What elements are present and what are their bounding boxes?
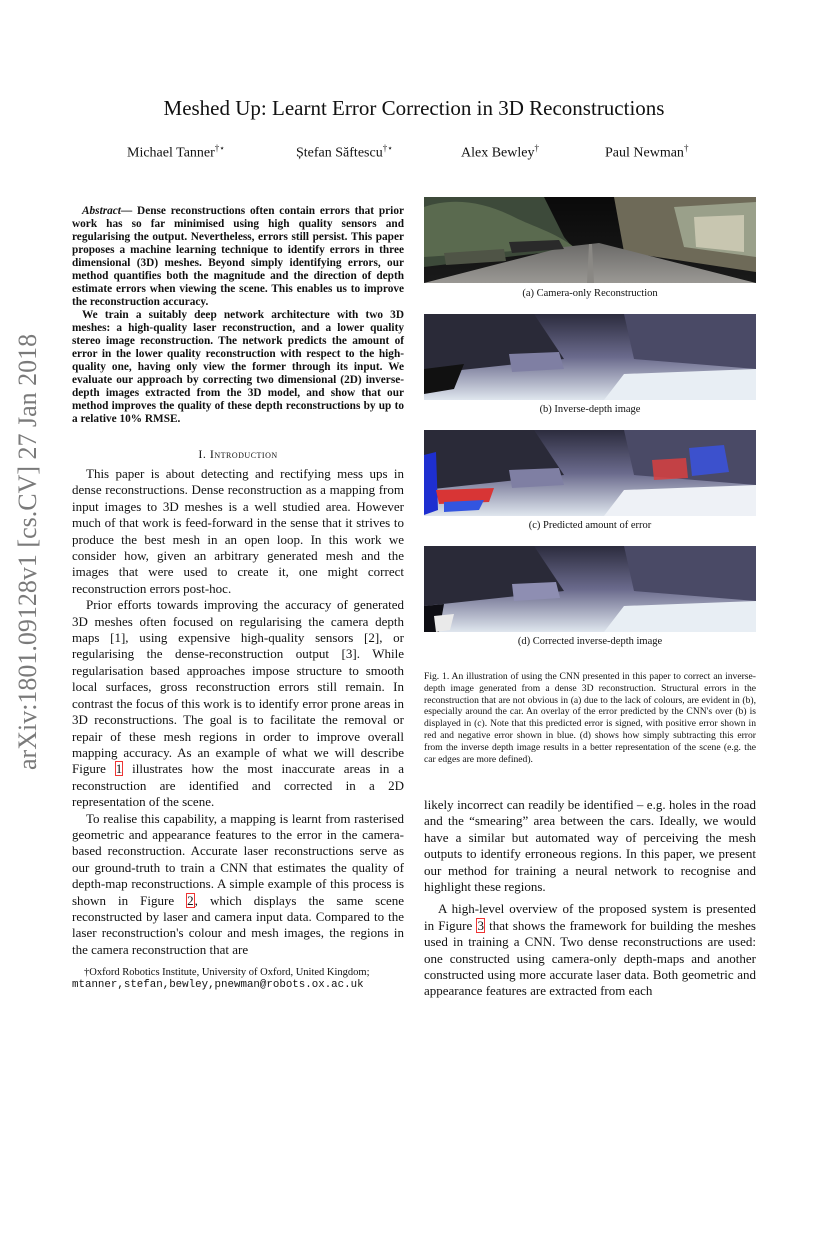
camera-reconstruction-image bbox=[424, 197, 756, 283]
subcaption-b: (b) Inverse-depth image bbox=[539, 404, 641, 415]
arxiv-stamp-wrapper bbox=[10, 333, 46, 1250]
abstract bbox=[72, 205, 404, 426]
intro-paragraph-3: To realise this capability, a mapping is learnt from rasterised geometric and appearance features to the error in the camera-based reconstruction. Accurate laser reconstructions serve as our ground-truth to train a CNN that estimates the quality of depth-map reconstructions. A simple example of this process is shown in Figure 2, which displays the same scene reconstructed by laser and camera input data. Compared to the laser reconstruction's colour and mesh images, the regions in the camera reconstruction that are bbox=[72, 810, 405, 957]
abstract-paragraph-2: We train a suitably deep network architecture with two 3D meshes: a high-quality laser reconstruction, and a lower quality stereo image reconstruction. The network predicts the amount of error in the lower quality reconstruction with respect to the high-quality one, having only view the former through its input. We evaluate our approach by correcting two dimensional (2D) inverse-depth images extracted from the 3D model, and show that our method improves the quality of these depth reconstructions by up to a relative 10% RMSE. bbox=[72, 309, 404, 425]
intro-paragraph-2: Prior efforts towards improving the accuracy of generated 3D meshes often focused on regularising the camera depth maps [1], using expensive high-quality sensors [2], or regularising the dense-reconstruction output [3]. While regularisation based approaches impose structure to smooth local surfaces, gross reconstruction errors still remain. In contrast the focus of this work is to identify error prone areas in 3D reconstructions. The goal is to facilitate the removal or repair of these mesh regions in order to improve overall mapping accuracy. As an example of what we will describe Figure 1 illustrates how the most inaccurate areas in a reconstruction are identified and corrected in a 2D representation of the scene. bbox=[72, 597, 404, 810]
subcaption-d: (d) Corrected inverse-depth image bbox=[517, 636, 663, 647]
figure-caption: Fig. 1. An illustration of using the CNN presented in this paper to correct an inverse-depth image generated from a dense 3D reconstruction. Structural errors in the reconstruction that are not obvious in (a) due to the lack of colours, are evident in (b), especially around the car. An overlay of the error predicted by the CNN's over (b) is displayed in (c). Note that this predicted error is signed, with positive error shown in red and negative error shown in blue. (d) shows how simply subtracting this error from the inverse depth image results in a better representation of the scene (e.g. the car edges are more defined). bbox=[424, 671, 756, 765]
footnote-emails: mtanner,stefan,bewley,pnewman@robots.ox.ac.uk bbox=[72, 979, 364, 991]
arxiv-identifier: arXiv:1801.09128v1 [cs.CV] 27 Jan 2018 bbox=[13, 333, 42, 770]
right-paragraph-1: likely incorrect can readily be identified – e.g. holes in the road and the “smearing” area between the cars. Ideally, we would have a similar but automated way of perceiving the mesh outputs to identify erroneous regions. In this paper, we present our method for training a neural network to recognise and highlight these regions. bbox=[424, 797, 756, 895]
figure-image-c bbox=[424, 430, 756, 516]
figure-image-b bbox=[424, 314, 756, 400]
author-1: Michael Tanner†⋆ bbox=[127, 143, 225, 161]
abstract-text-1: — Dense reconstructions often contain errors that prior work has so far minimised using high quality sensors and regularising the output. Nevertheless, errors still persist. This paper proposes a machine learning technique to identify errors in three dimensional (3D) meshes. Beyond simply identifying errors, our method quantifies both the magnitude and the direction of depth estimate errors when viewing the scene. This enables us to improve the reconstruction accuracy. bbox=[72, 205, 404, 308]
author-4: Paul Newman† bbox=[605, 143, 689, 161]
predicted-error-image bbox=[424, 430, 756, 516]
abstract-lead: Abstract bbox=[82, 205, 121, 217]
right-column-text bbox=[424, 797, 756, 1000]
figure-image-d bbox=[424, 546, 756, 632]
author-2: Ștefan Săftescu†⋆ bbox=[296, 143, 393, 161]
footnote-affiliation: †Oxford Robotics Institute, University of Oxford, United Kingdom; bbox=[84, 967, 370, 978]
figure-ref-link[interactable]: 1 bbox=[115, 761, 123, 777]
inverse-depth-image bbox=[424, 314, 756, 400]
intro-text bbox=[72, 466, 404, 958]
paper-title: Meshed Up: Learnt Error Correction in 3D Reconstructions bbox=[163, 96, 665, 120]
figure-ref-link[interactable]: 3 bbox=[477, 917, 484, 933]
section-title: Introduction bbox=[209, 447, 278, 461]
subcaption-a: (a) Camera-only Reconstruction bbox=[522, 288, 658, 299]
footnote bbox=[72, 966, 404, 992]
figure-ref-link[interactable]: 2 bbox=[187, 892, 194, 908]
subcaption-c: (c) Predicted amount of error bbox=[528, 520, 652, 531]
intro-paragraph-1: This paper is about detecting and rectifying mess ups in dense reconstructions. Dense reconstruction as a mapping from input images to 3D meshes is a well studied area. However much of that work is feed-forward in the sense that it strives to produce the best mesh in an open loop. In this work we consider how, given an arbitrary generated mesh and the images that were used to create it, one might correct reconstruction errors post-hoc. bbox=[72, 466, 404, 596]
section-heading bbox=[72, 447, 404, 462]
right-paragraph-2: A high-level overview of the proposed system is presented in Figure 3 that shows the framework for building the meshes used in training a CNN. Two dense reconstructions are used: one constructed using camera-only depth-maps and another constructed using more accurate laser data. Both geometric and appearance features are extracted from each bbox=[424, 901, 756, 999]
corrected-depth-image bbox=[424, 546, 756, 632]
figure-image-a bbox=[424, 197, 756, 283]
author-3: Alex Bewley† bbox=[461, 143, 539, 161]
section-number: I. bbox=[198, 447, 207, 461]
abstract-paragraph-1 bbox=[72, 205, 404, 309]
